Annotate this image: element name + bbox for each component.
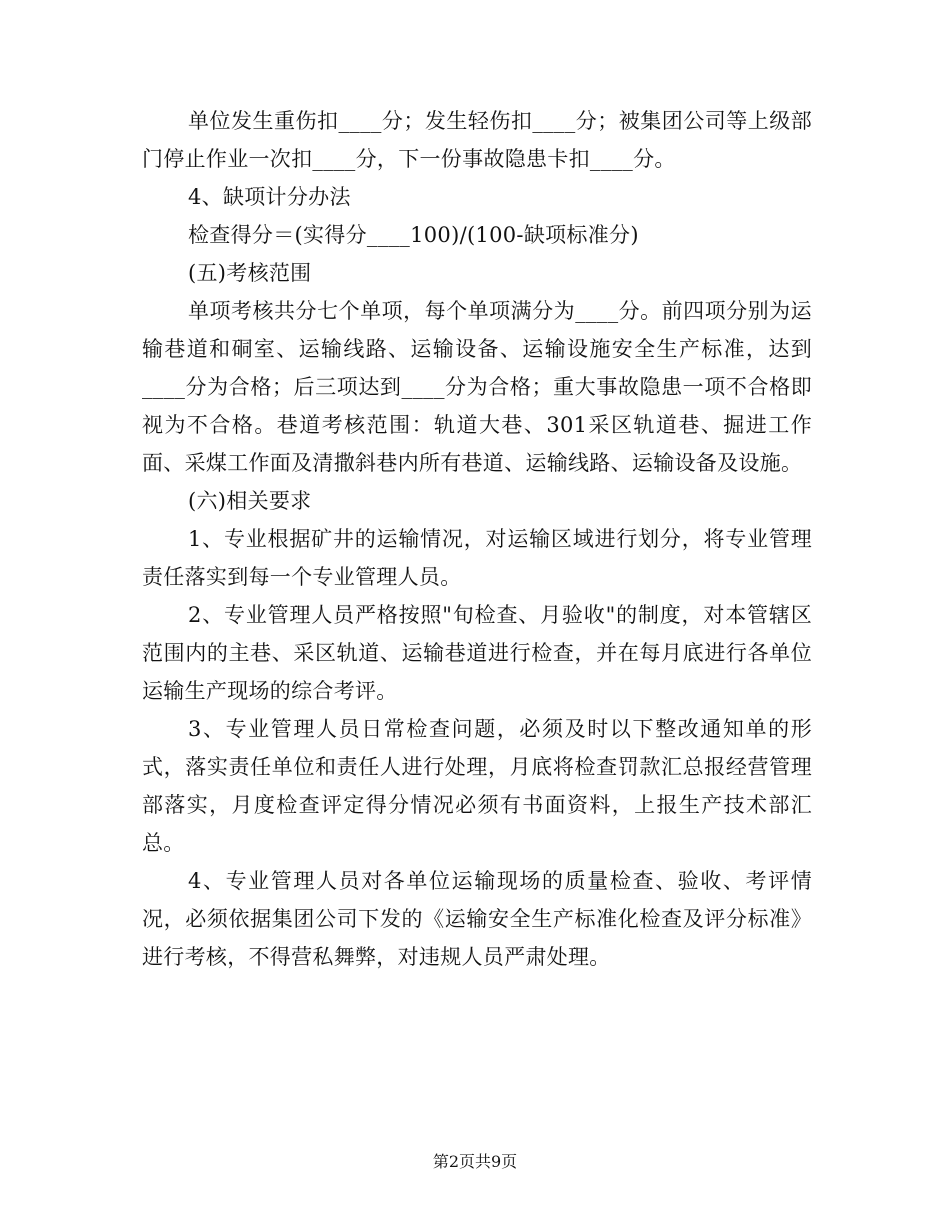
page-number-footer: 第2页共9页 bbox=[432, 1152, 518, 1171]
document-body bbox=[142, 102, 812, 976]
paragraph-injury-deduction: 单位发生重伤扣____分；发生轻伤扣____分；被集团公司等上级部门停止作业一次扣____分，下一份事故隐患卡扣____分。 bbox=[142, 109, 812, 171]
heading-related-requirements: (六)相关要求 bbox=[188, 489, 312, 513]
paragraph-score-formula: 检查得分＝(实得分____100)/(100-缺项标准分) bbox=[188, 223, 639, 247]
paragraph-assessment-scope: 单项考核共分七个单项，每个单项满分为____分。前四项分别为运输巷道和硐室、运输线路、运输设备、运输设施安全生产标准，达到____分为合格；后三项达到____分为合格；重大事故隐患一项不合格即视为不合格。巷道考核范围：轨道大巷、301采区轨道巷、掘进工作面、采煤工作面及清撒斜巷内所有巷道、运输线路、运输设备及设施。 bbox=[142, 299, 812, 475]
heading-missing-item-scoring: 4、缺项计分办法 bbox=[188, 185, 351, 209]
paragraph-requirement-2: 2、专业管理人员严格按照"旬检查、月验收"的制度，对本管辖区范围内的主巷、采区轨道、运输巷道进行检查，并在每月底进行各单位运输生产现场的综合考评。 bbox=[142, 603, 812, 703]
paragraph-requirement-4: 4、专业管理人员对各单位运输现场的质量检查、验收、考评情况，必须依据集团公司下发的《运输安全生产标准化检查及评分标准》进行考核，不得营私舞弊，对违规人员严肃处理。 bbox=[142, 869, 812, 969]
heading-assessment-scope: (五)考核范围 bbox=[188, 261, 312, 285]
paragraph-requirement-3: 3、专业管理人员日常检查问题，必须及时以下整改通知单的形式，落实责任单位和责任人进行处理，月底将检查罚款汇总报经营管理部落实，月度检查评定得分情况必须有书面资料，上报生产技术部汇总。 bbox=[142, 717, 812, 855]
paragraph-requirement-1: 1、专业根据矿井的运输情况，对运输区域进行划分，将专业管理责任落实到每一个专业管理人员。 bbox=[142, 527, 812, 589]
